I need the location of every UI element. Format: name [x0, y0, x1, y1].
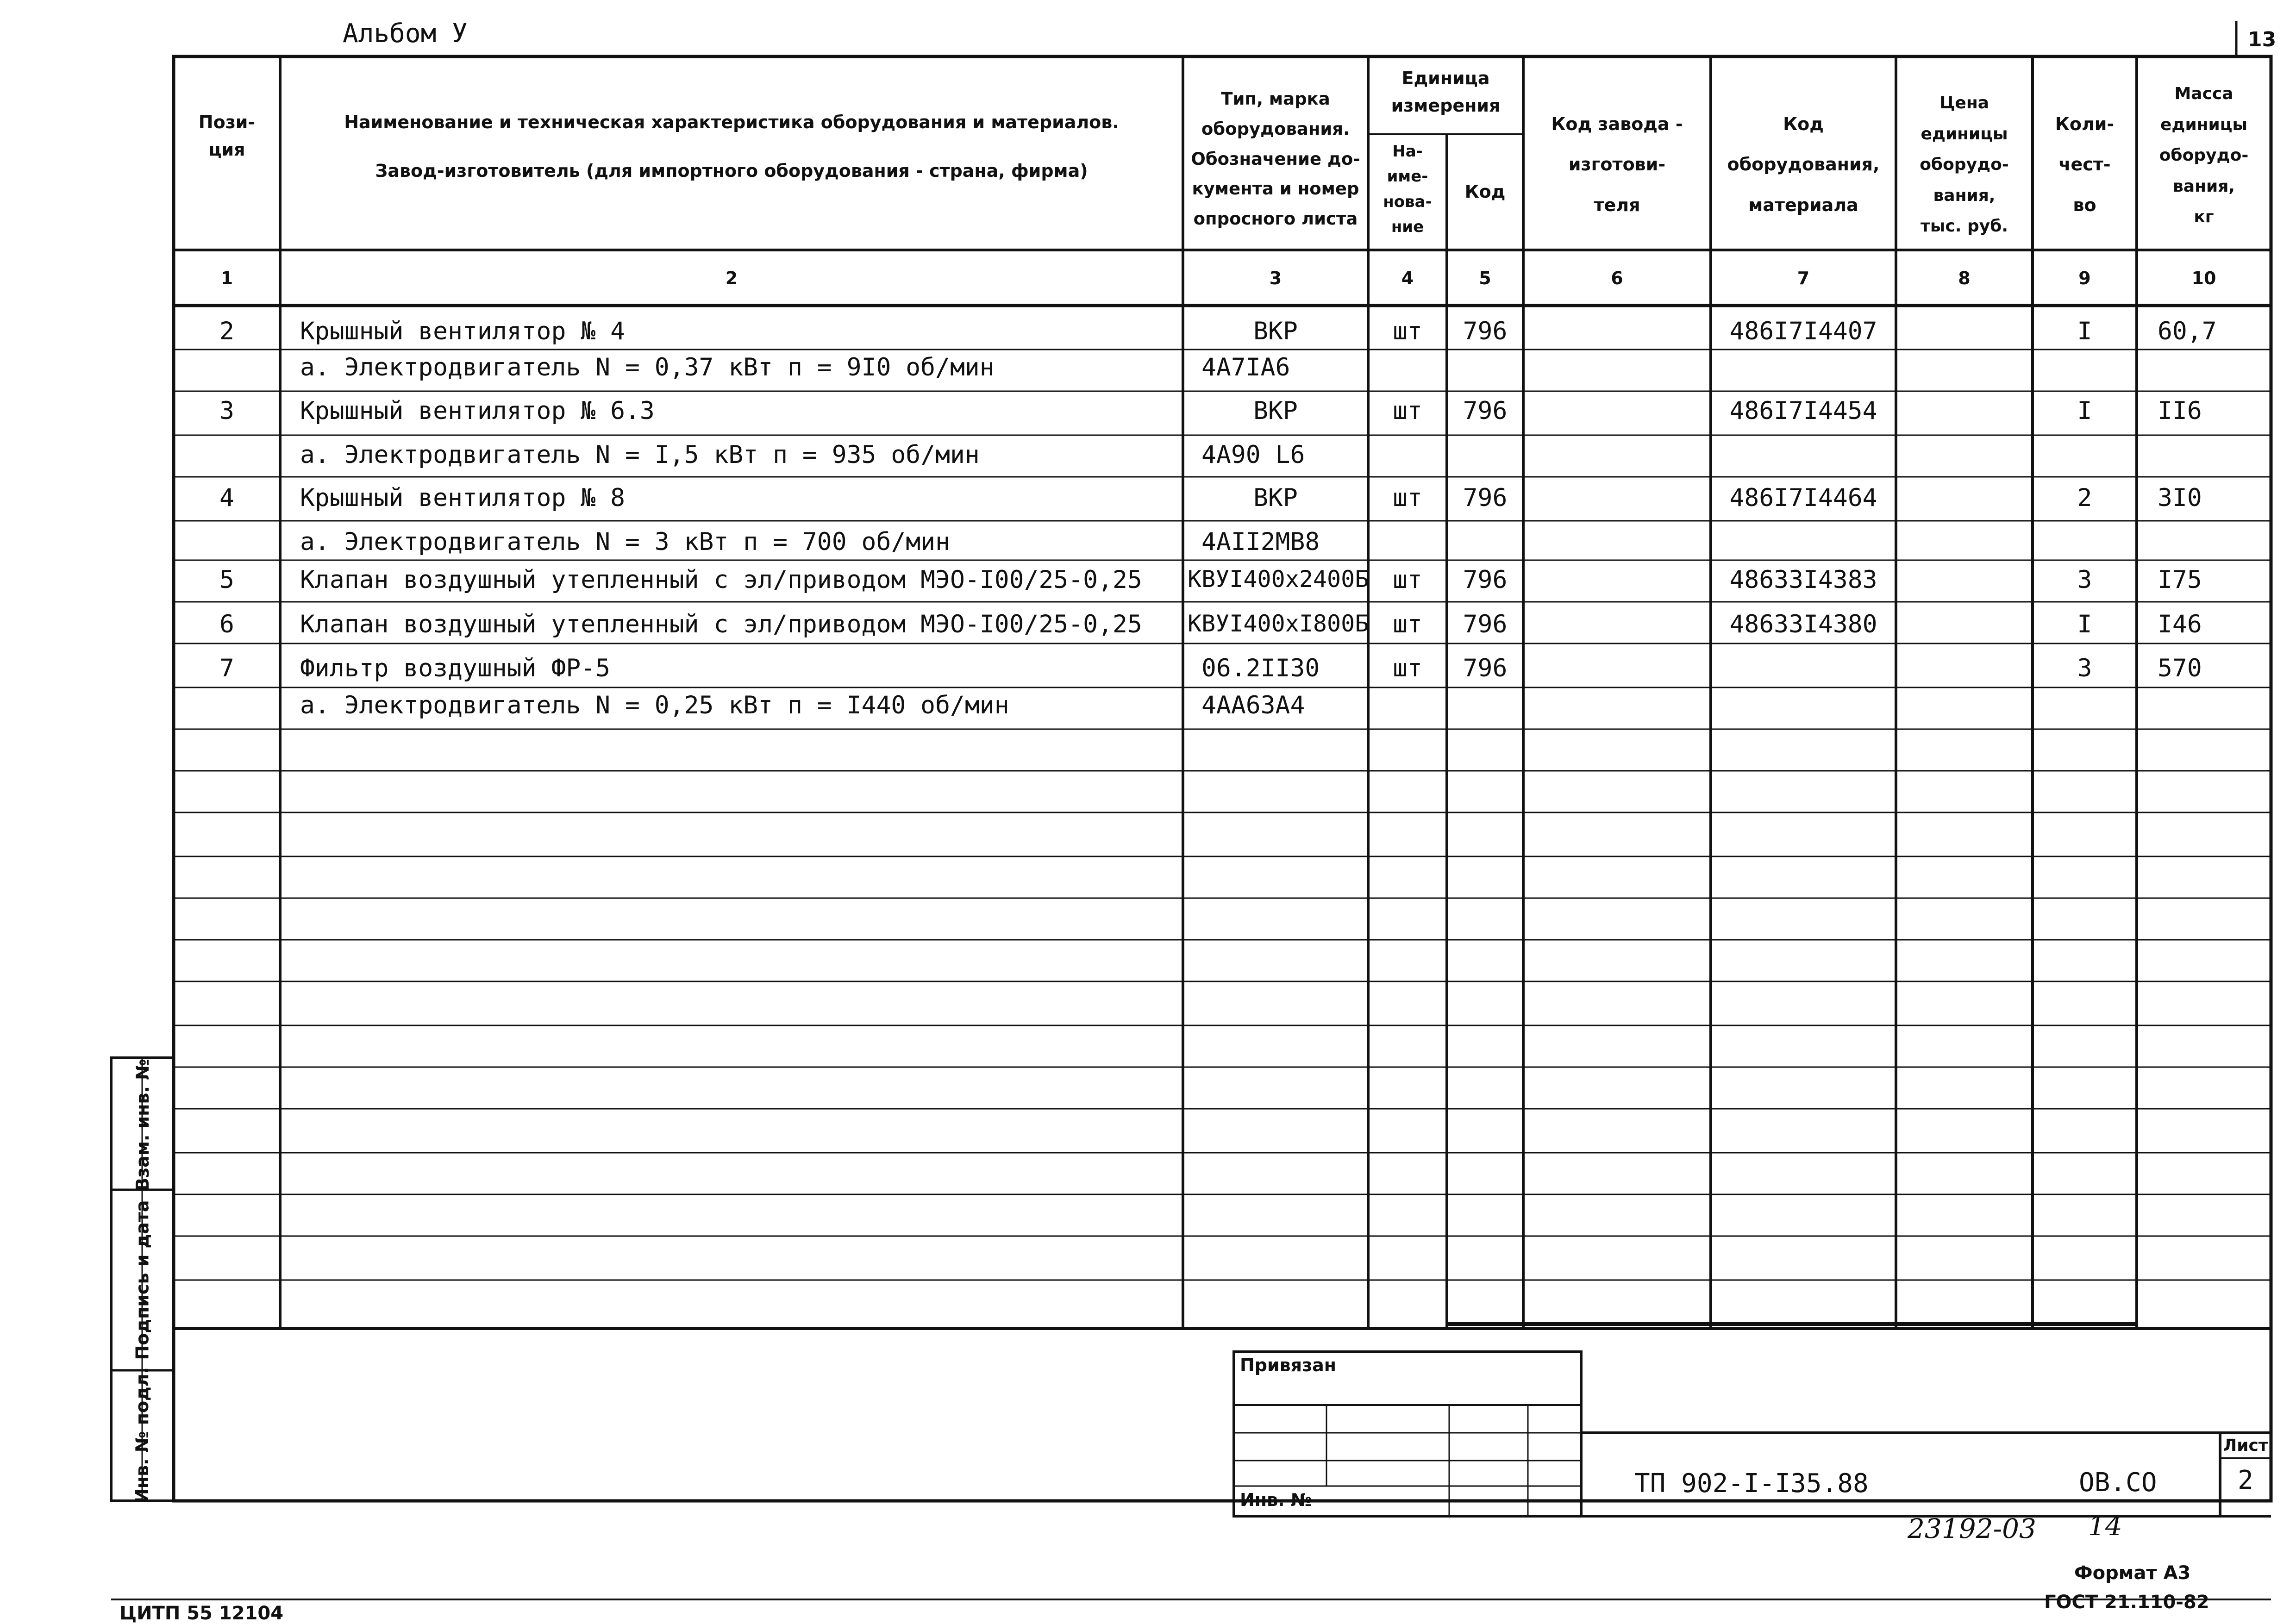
col-number: 7: [1797, 268, 1810, 288]
cell-name: а. Электродвигатель N = 0,37 кВт п = 9I0 об/мин: [300, 353, 995, 381]
cell-unit: шт: [1393, 397, 1422, 425]
col-header-factory-code: Код завода - изготови- теля: [1551, 114, 1683, 215]
footer-publisher: ЦИТП 55 12104: [119, 1603, 284, 1624]
cell-name: Фильтр воздушный ФР-5: [300, 654, 611, 682]
col-header-unit-group: Единица измерения: [1391, 68, 1501, 116]
cell-position: 4: [219, 484, 234, 512]
cell-code: 796: [1463, 566, 1508, 594]
cell-type: ВКР: [1253, 317, 1298, 345]
col-header-price: Цена единицы оборудо- вания, тыс. руб.: [1920, 94, 2009, 236]
cell-name: Клапан воздушный утепленный с эл/приводом МЭО-I00/25-0,25: [300, 566, 1142, 594]
side-label-podpis: Подпись и дата: [132, 1200, 153, 1360]
cell-type: 4А90 L6: [1201, 441, 1305, 469]
col-header-name-line2: Завод-изготовитель (для импортного оборудования - страна, фирма): [375, 161, 1088, 181]
cell-quantity: 2: [2077, 484, 2092, 512]
side-label-podpis-container: [65, 1200, 220, 1360]
footer-gost: ГОСТ 21.110-82: [2044, 1592, 2209, 1613]
cell-mass: 60,7: [2158, 317, 2217, 345]
cell-quantity: I: [2077, 317, 2092, 345]
col-header-type: Тип, марка оборудования. Обозначение до- кумента и номер опросного листа: [1191, 89, 1360, 229]
side-label-inv-podl: Инв. № подл.: [132, 1367, 153, 1504]
col-header-name-line1: Наименование и техническая характеристика оборудования и материалов.: [344, 112, 1119, 132]
side-label-vzam-container: [65, 1059, 220, 1191]
cell-type: 4А7IА6: [1201, 353, 1290, 381]
handwritten-page: 14: [2088, 1510, 2122, 1542]
stamp-sheet-number: 2: [2238, 1465, 2253, 1495]
album-title: Альбом У: [343, 19, 468, 49]
cell-equipment-code: 486I7I4464: [1729, 484, 1877, 512]
cell-name: Крышный вентилятор № 4: [300, 317, 625, 345]
handwritten-number: 23192-03: [1908, 1513, 2036, 1544]
cell-type: КВУI400х2400Б: [1188, 566, 1369, 593]
cell-mass: I46: [2158, 610, 2202, 638]
col-header-quantity: Коли- чест- во: [2055, 114, 2115, 215]
col-header-equipment-code: Код оборудования, материала: [1727, 114, 1880, 215]
cell-code: 796: [1463, 397, 1508, 425]
cell-name: Клапан воздушный утепленный с эл/приводом МЭО-I00/25-0,25: [300, 610, 1142, 638]
stamp-document-code: ТП 902-I-I35.88: [1634, 1468, 1869, 1499]
cell-quantity: I: [2077, 397, 2092, 425]
col-number: 3: [1269, 268, 1282, 288]
page-number: 13: [2248, 28, 2277, 51]
cell-code: 796: [1463, 610, 1508, 638]
cell-mass: 570: [2158, 654, 2202, 682]
col-number: 10: [2191, 268, 2216, 288]
col-header-mass: Масса единицы оборудо- вания, кг: [2159, 84, 2249, 227]
side-label-vzam: Взам. инв. №: [132, 1059, 153, 1191]
cell-mass: II6: [2158, 397, 2202, 425]
cell-unit: шт: [1393, 484, 1422, 512]
col-number: 8: [1958, 268, 1971, 288]
cell-equipment-code: 48633I4380: [1729, 610, 1877, 638]
col-header-unit-code: Код: [1464, 181, 1506, 202]
stamp-mark: ОВ.СО: [2079, 1468, 2157, 1498]
cell-position: 7: [219, 654, 234, 682]
cell-equipment-code: 48633I4383: [1729, 566, 1877, 594]
cell-mass: I75: [2158, 566, 2202, 594]
cell-type: КВУI400хI800Б: [1188, 610, 1369, 637]
cell-name: а. Электродвигатель N = 0,25 кВт п = I440 об/мин: [300, 691, 1009, 719]
cell-type: ВКР: [1253, 397, 1298, 425]
cell-type: ВКР: [1253, 484, 1298, 512]
col-number: 4: [1401, 268, 1414, 288]
stamp-privyazan: Привязан: [1240, 1355, 1337, 1375]
cell-code: 796: [1463, 317, 1508, 345]
cell-type: 4АА63А4: [1201, 691, 1305, 719]
cell-unit: шт: [1393, 654, 1422, 682]
stamp-inv-no: Инв. №: [1240, 1490, 1312, 1510]
cell-quantity: I: [2077, 610, 2092, 638]
cell-mass: 3I0: [2158, 484, 2202, 512]
col-number: 9: [2078, 268, 2091, 288]
stamp-sheet-label: Лист: [2223, 1436, 2268, 1455]
col-header-position: Пози- ция: [198, 112, 256, 160]
col-number: 1: [220, 268, 233, 288]
col-number: 6: [1611, 268, 1623, 288]
cell-position: 6: [219, 610, 234, 638]
cell-equipment-code: 486I7I4454: [1729, 397, 1877, 425]
cell-name: Крышный вентилятор № 8: [300, 484, 625, 512]
side-label-inv-podl-container: [65, 1367, 220, 1504]
cell-equipment-code: 486I7I4407: [1729, 317, 1877, 345]
cell-position: 3: [219, 397, 234, 425]
cell-code: 796: [1463, 484, 1508, 512]
col-header-unit-name: На- име- нова- ние: [1383, 142, 1432, 237]
cell-position: 2: [219, 317, 234, 345]
cell-name: а. Электродвигатель N = 3 кВт п = 700 об/мин: [300, 528, 950, 556]
col-number: 2: [725, 268, 738, 288]
footer-format: Формат А3: [2074, 1562, 2191, 1584]
cell-name: а. Электродвигатель N = I,5 кВт п = 935 об/мин: [300, 441, 980, 469]
cell-unit: шт: [1393, 317, 1422, 345]
cell-type: 06.2II30: [1201, 654, 1320, 682]
col-number: 5: [1479, 268, 1491, 288]
cell-quantity: 3: [2077, 566, 2092, 594]
cell-type: 4АII2МВ8: [1201, 528, 1320, 556]
cell-code: 796: [1463, 654, 1508, 682]
cell-unit: шт: [1393, 610, 1422, 638]
cell-position: 5: [219, 566, 234, 594]
cell-unit: шт: [1393, 566, 1422, 594]
cell-name: Крышный вентилятор № 6.3: [300, 397, 655, 425]
cell-quantity: 3: [2077, 654, 2092, 682]
